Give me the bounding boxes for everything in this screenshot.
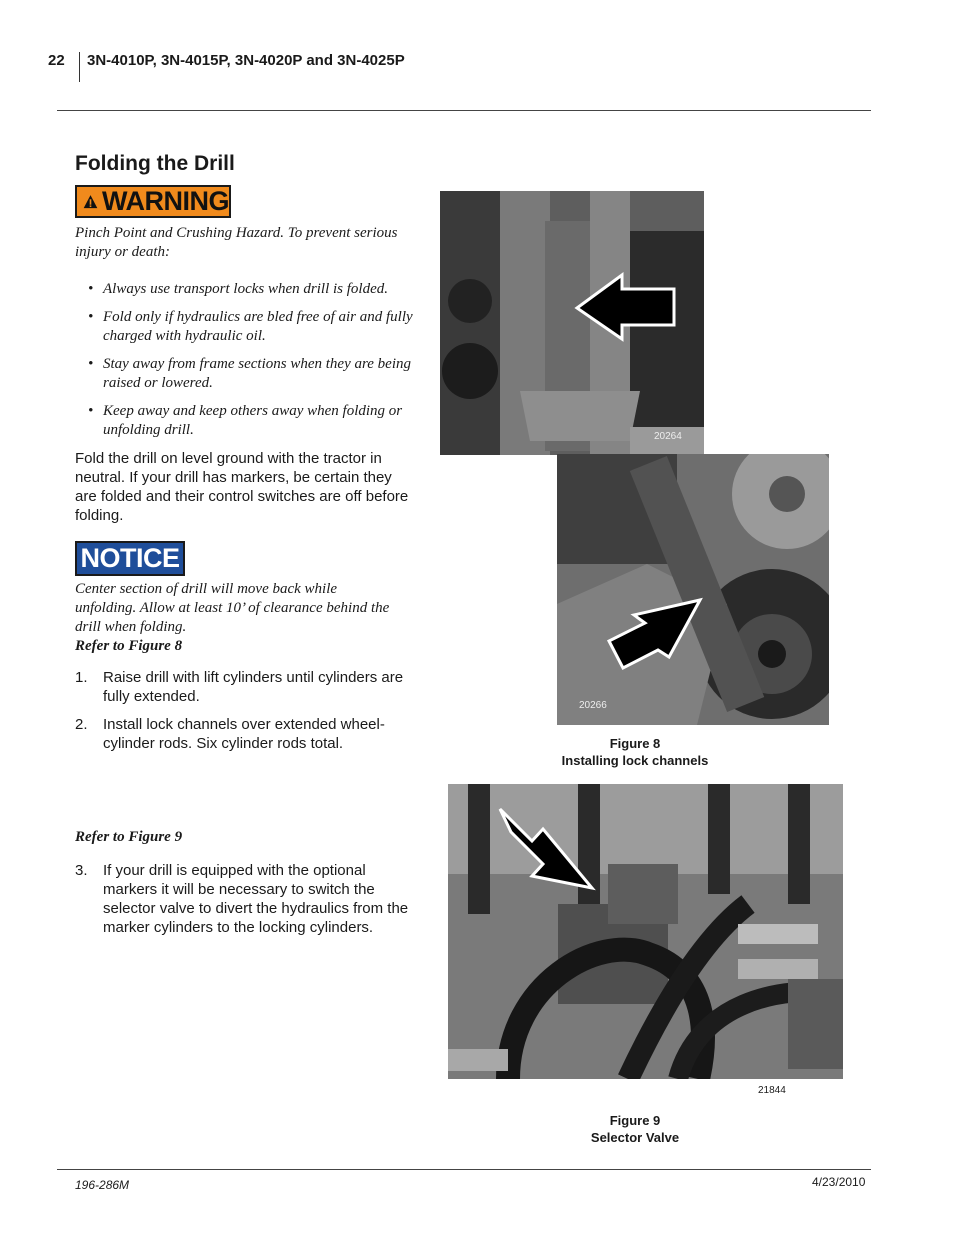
steps-list-2: [0, 861, 420, 941]
notice-label: [75, 541, 185, 576]
step-text: If your drill is equipped with the optional markers it will be necessary to switch the selector valve to divert the hydraulics from the marker cylinders to the locking cylinders.: [103, 862, 409, 936]
warning-label: [75, 185, 231, 218]
warning-bullet: Always use transport locks when drill is folded.: [103, 281, 388, 297]
warning-bullet: Fold only if hydraulics are bled free of air and fully charged with hydraulic oil.: [103, 309, 413, 344]
wheel-cylinder-illustration: [557, 454, 829, 725]
figure-9-number: Figure 9: [609, 1113, 661, 1128]
footer-rule: [57, 1169, 871, 1170]
header-rule: [57, 110, 871, 111]
figure-9-caption: [540, 1112, 730, 1146]
step-number: 1.: [75, 669, 88, 686]
warning-bullet: Keep away and keep others away when folding or unfolding drill.: [103, 403, 403, 438]
step-number: 3.: [75, 862, 88, 879]
photo-id: 20266: [579, 700, 607, 711]
figure-8-caption: [540, 735, 730, 769]
notice-text: Center section of drill will move back while unfolding. Allow at least 10’ of clearance behind the drill when folding.: [75, 581, 390, 635]
figure-9-photo: [448, 784, 843, 1079]
warning-text: WARNING: [102, 186, 229, 216]
notice-text-label: NOTICE: [80, 543, 180, 573]
warning-bullet-list: • Always use transport locks when drill is folded. • Fold only if hydraulics are bled free of air and fully charged with hydraulic oil. • Stay away from frame sections when they are being raised or lowered. • Keep away and keep others away when folding or unfolding drill.: [88, 281, 413, 438]
photo-id: 21844: [758, 1085, 786, 1096]
folding-paragraph: Fold the drill on level ground with the tractor in neutral. If your drill has markers, be certain they are folded and their control switches are off before folding.: [75, 450, 409, 524]
figure-8-photo-bottom: [557, 454, 829, 725]
selector-valve-illustration: [448, 784, 843, 1079]
section-title: Folding the Drill: [75, 152, 235, 175]
warning-triangle-icon: [83, 191, 98, 213]
warning-bullet: Stay away from frame sections when they are being raised or lowered.: [103, 356, 411, 391]
refer-figure-9: Refer to Figure 9: [75, 829, 183, 845]
figure-8-title: Installing lock channels: [561, 753, 709, 768]
steps-list-1: [0, 668, 420, 758]
page-number: 22: [48, 52, 65, 69]
document-date: 4/23/2010: [812, 1175, 866, 1189]
figure-9-title: Selector Valve: [590, 1130, 680, 1145]
step-number: 2.: [75, 716, 88, 733]
document-title: 3N-4010P, 3N-4015P, 3N-4020P and 3N-4025P: [87, 52, 405, 69]
header-divider: [79, 52, 80, 82]
figure-8-number: Figure 8: [609, 736, 661, 751]
document-number: 196-286M: [75, 1178, 130, 1192]
photo-id: 20264: [654, 431, 682, 442]
refer-figure-8: Refer to Figure 8: [75, 638, 183, 654]
warning-intro: Pinch Point and Crushing Hazard. To prevent serious injury or death:: [75, 225, 398, 260]
figure-8-photo-top: [440, 191, 704, 455]
step-text: Raise drill with lift cylinders until cylinders are fully extended.: [103, 669, 404, 705]
step-text: Install lock channels over extended wheel-cylinder rods. Six cylinder rods total.: [103, 716, 385, 752]
drill-frame-illustration: [440, 191, 704, 455]
